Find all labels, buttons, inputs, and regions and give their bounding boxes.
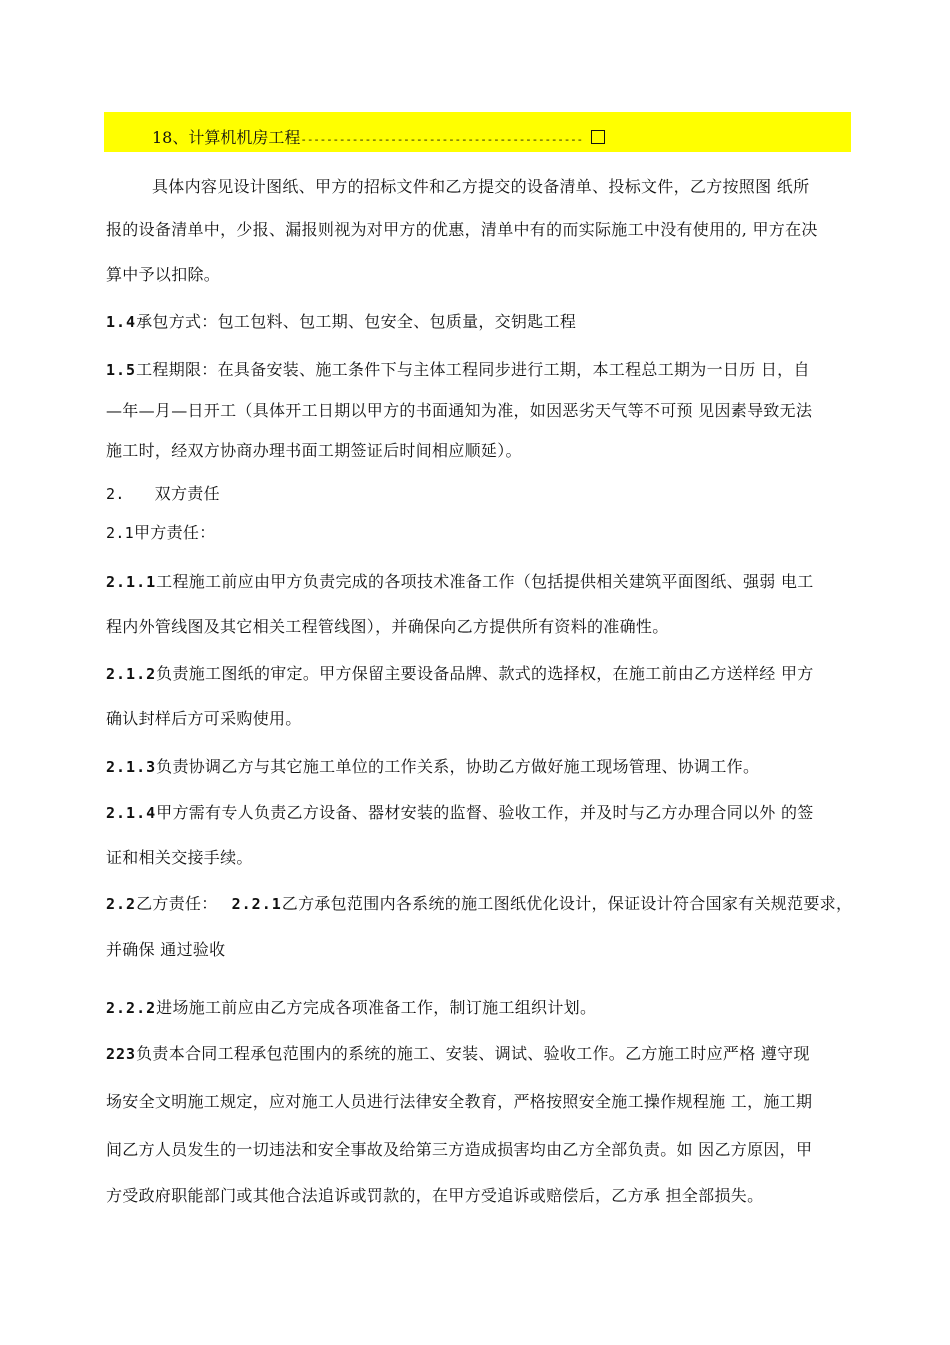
clause-number: 2.1.1 <box>106 573 157 591</box>
clause-text: 负责施工图纸的审定。甲方保留主要设备品牌、款式的选择权，在施工前由乙方送样经 甲方 <box>156 664 814 683</box>
clause-text: 承包方式：包工包料、包工期、包安全、包质量，交钥匙工程 <box>136 312 577 331</box>
clause-text: 乙方责任： <box>136 894 218 913</box>
heading-leader: -------------------------------------------- <box>300 133 583 146</box>
clause-number: 2.1.3 <box>106 758 157 776</box>
clause-2-2-2 <box>106 997 596 1019</box>
paragraph-line: 方受政府职能部门或其他合法追诉或罚款的，在甲方受追诉或赔偿后，乙方承 担全部损失。 <box>106 1186 764 1205</box>
clause-2-1 <box>106 522 216 544</box>
clause-text: 工程期限：在具备安装、施工条件下与主体工程同步进行工期，本工程总工期为一日历 日，自 <box>136 360 810 379</box>
heading-number: 18、 <box>152 128 189 147</box>
clause-number: 2.2.2 <box>106 999 157 1017</box>
clause-1-5 <box>106 359 810 381</box>
clause-number: 2.2 <box>106 895 137 913</box>
heading-title: 计算机机房工程 <box>188 128 301 147</box>
clause-text: 负责本合同工程承包范围内的系统的施工、安装、调试、验收工作。乙方施工时应严格 遵守现 <box>136 1044 810 1063</box>
clause-2-1-3 <box>106 756 759 778</box>
clause-text: 甲方需有专人负责乙方设备、器材安装的监督、验收工作，并及时与乙方办理合同以外 的签 <box>156 803 814 822</box>
clause-2-1-2 <box>106 663 814 685</box>
paragraph-line: 具体内容见设计图纸、甲方的招标文件和乙方提交的设备清单、投标文件，乙方按照图 纸所 <box>152 177 810 196</box>
clause-number: 2.2.1 <box>231 895 282 913</box>
paragraph-line: 确认封样后方可采购使用。 <box>106 709 302 728</box>
clause-2-2 <box>106 893 852 915</box>
paragraph-line: 并确保 通过验收 <box>106 940 226 959</box>
clause-2-1-1 <box>106 571 814 593</box>
clause-text: 负责协调乙方与其它施工单位的工作关系，协助乙方做好施工现场管理、协调工作。 <box>156 757 760 776</box>
paragraph-line: 施工时，经双方协商办理书面工期签证后时间相应顺延）。 <box>106 441 522 460</box>
paragraph-line: 证和相关交接手续。 <box>106 848 253 867</box>
clause-number: 1.5 <box>106 361 137 379</box>
clause-number: 2.1.2 <box>106 665 157 683</box>
clause-number: 2.1.4 <box>106 804 157 822</box>
paragraph-line: 程内外管线图及其它相关工程管线图），并确保向乙方提供所有资料的准确性。 <box>106 617 669 636</box>
section-title: 双方责任 <box>154 484 220 503</box>
clause-number: 223 <box>106 1045 137 1063</box>
checkbox-icon[interactable] <box>591 130 605 144</box>
paragraph-line: 报的设备清单中，少报、漏报则视为对甲方的优惠，清单中有的而实际施工中没有使用的, 甲方在决 <box>106 220 818 239</box>
section-number: 2. <box>106 485 125 503</box>
clause-2-2-3 <box>106 1043 810 1065</box>
paragraph-line: 间乙方人员发生的一切违法和安全事故及给第三方造成损害均由乙方全部负责。如 因乙方原因，甲 <box>106 1140 813 1159</box>
section-heading <box>152 127 605 151</box>
paragraph-line: 算中予以扣除。 <box>106 265 221 284</box>
clause-2-1-4 <box>106 802 814 824</box>
clause-text: 甲方责任： <box>134 523 216 542</box>
clause-text: 进场施工前应由乙方完成各项准备工作，制订施工组织计划。 <box>156 998 597 1017</box>
paragraph-line: 场安全文明施工规定，应对施工人员进行法律安全教育，严格按照安全施工操作规程施 工，施工期 <box>106 1092 813 1111</box>
clause-1-4 <box>106 311 576 333</box>
clause-text: 工程施工前应由甲方负责完成的各项技术准备工作（包括提供相关建筑平面图纸、强弱 电工 <box>156 572 814 591</box>
clause-number: 2.1 <box>106 524 134 542</box>
clause-text: 乙方承包范围内各系统的施工图纸优化设计，保证设计符合国家有关规范要求， <box>281 894 853 913</box>
clause-number: 1.4 <box>106 313 137 331</box>
section-2-heading <box>106 483 220 505</box>
paragraph-line: —年—月—日开工（具体开工日期以甲方的书面通知为准，如因恶劣天气等不可预 见因素导致无法 <box>106 401 813 420</box>
